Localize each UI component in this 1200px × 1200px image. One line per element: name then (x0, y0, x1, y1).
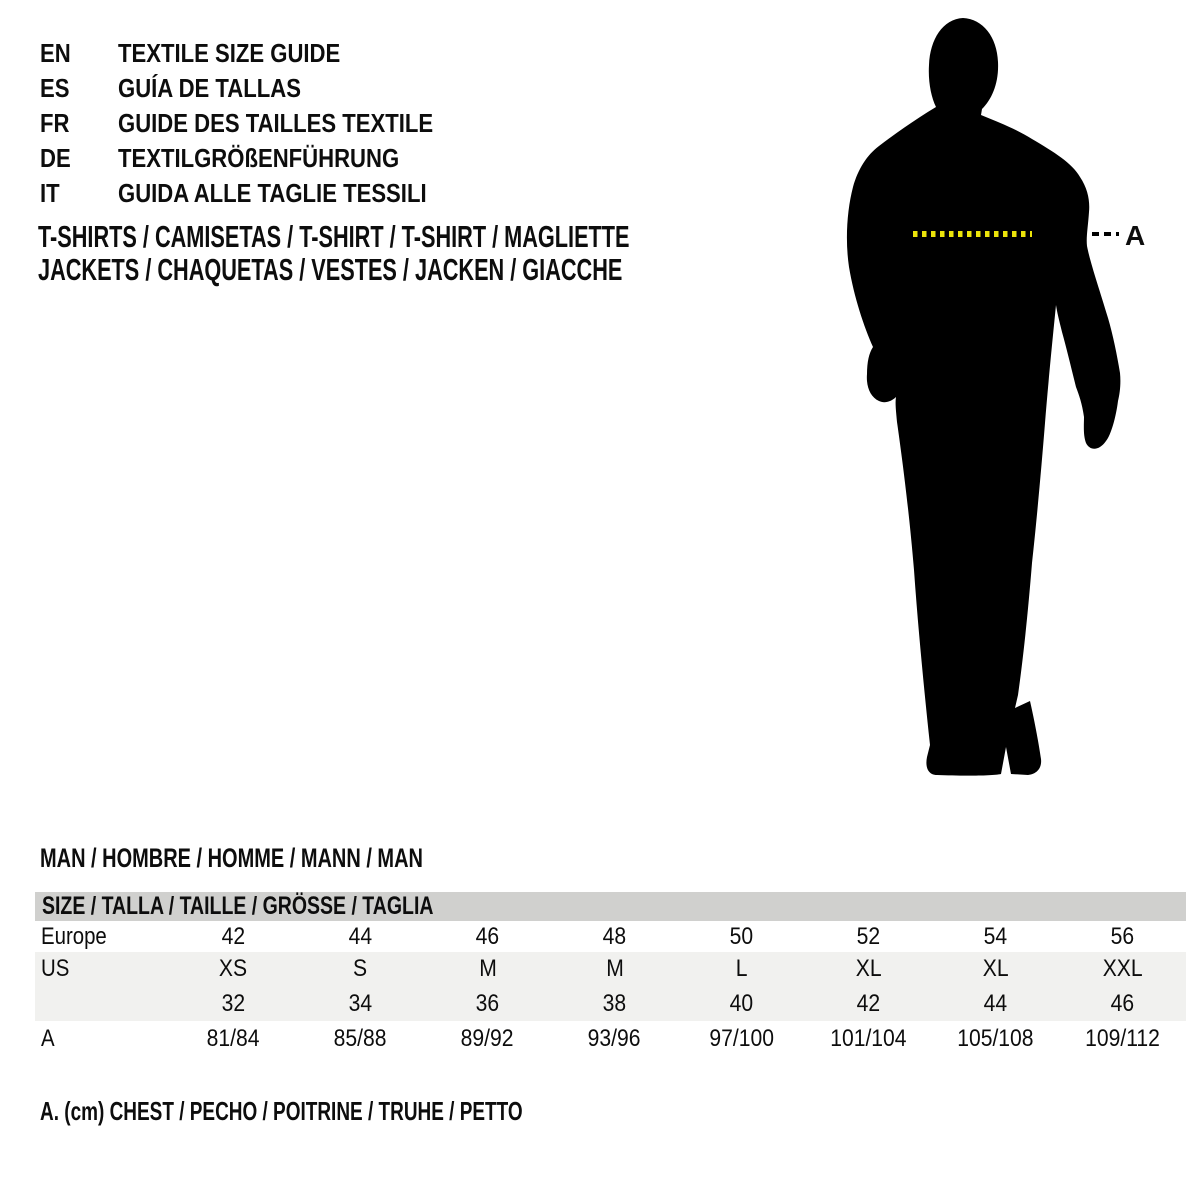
category-line-tshirts: T-SHIRTS / CAMISETAS / T-SHIRT / T-SHIRT / MAGLIETTE (38, 218, 630, 254)
table-cell: 34 (348, 989, 373, 1017)
row-label: A (41, 1024, 55, 1052)
language-code: DE (40, 143, 71, 173)
language-title: GUIDE DES TAILLES TEXTILE (118, 108, 434, 138)
table-cell: XL (982, 955, 1009, 982)
language-code: IT (40, 178, 60, 208)
table-cell: 42 (856, 989, 881, 1017)
language-row (40, 36, 489, 71)
table-cell: 105/108 (957, 1024, 1034, 1052)
table-cell: 52 (856, 922, 881, 950)
table-cell: 50 (729, 922, 754, 950)
table-row-us (35, 952, 1186, 986)
table-cell: 109/112 (1085, 1024, 1160, 1052)
category-line-jackets: JACKETS / CHAQUETAS / VESTES / JACKEN / GIACCHE (38, 251, 623, 287)
table-row-chest (35, 1021, 1186, 1056)
table-cell: 81/84 (207, 1024, 260, 1052)
table-cell: 101/104 (830, 1024, 907, 1052)
table-cell: S (353, 955, 368, 982)
table-cell: XL (855, 955, 882, 982)
size-table-header-label: SIZE / TALLA / TAILLE / GRÖSSE / TAGLIA (42, 892, 434, 920)
table-cell: 46 (475, 922, 500, 950)
size-table (35, 892, 1186, 1056)
table-cell: 56 (1110, 922, 1135, 950)
language-code: ES (40, 73, 70, 103)
language-title: GUÍA DE TALLAS (118, 73, 301, 103)
table-cell: 85/88 (334, 1024, 387, 1052)
language-list (40, 36, 489, 211)
table-cell: 44 (348, 922, 373, 950)
language-title: GUIDA ALLE TAGLIE TESSILI (118, 178, 427, 208)
section-title: MAN / HOMBRE / HOMME / MANN / MAN (40, 843, 423, 873)
measure-label: A (1125, 220, 1146, 251)
table-cell: M (478, 955, 497, 982)
table-cell: M (605, 955, 624, 982)
table-cell: 46 (1110, 989, 1135, 1017)
table-cell: 42 (221, 922, 246, 950)
table-cell: 93/96 (588, 1024, 641, 1052)
language-row (40, 176, 489, 211)
row-label (35, 986, 170, 1021)
row-label: US (41, 955, 70, 982)
table-cell: 44 (983, 989, 1008, 1017)
category-list (38, 220, 883, 286)
language-code: EN (40, 38, 71, 68)
table-cell: 97/100 (709, 1024, 774, 1052)
measurement-figure (840, 5, 1150, 795)
language-row (40, 141, 489, 176)
table-cell: L (735, 955, 748, 982)
table-cell: 38 (602, 989, 627, 1017)
language-code: FR (40, 108, 70, 138)
row-label: Europe (41, 922, 107, 950)
man-silhouette-svg (840, 5, 1150, 795)
table-cell: 48 (602, 922, 627, 950)
table-cell: 36 (475, 989, 500, 1017)
table-cell: XS (219, 955, 248, 982)
language-row (40, 71, 489, 106)
size-table-header (35, 892, 1186, 921)
measurement-footnote: A. (cm) CHEST / PECHO / POITRINE / TRUHE / PETTO (40, 1096, 523, 1126)
language-title: TEXTILE SIZE GUIDE (118, 38, 341, 68)
language-title: TEXTILGRÖßENFÜHRUNG (118, 143, 400, 173)
table-row-us-numeric (35, 986, 1186, 1021)
table-cell: 89/92 (461, 1024, 514, 1052)
table-cell: XXL (1102, 955, 1143, 982)
table-cell: 40 (729, 989, 754, 1017)
language-row (40, 106, 489, 141)
table-row-europe (35, 921, 1186, 952)
table-cell: 32 (221, 989, 246, 1017)
man-silhouette (847, 18, 1120, 776)
table-cell: 54 (983, 922, 1008, 950)
